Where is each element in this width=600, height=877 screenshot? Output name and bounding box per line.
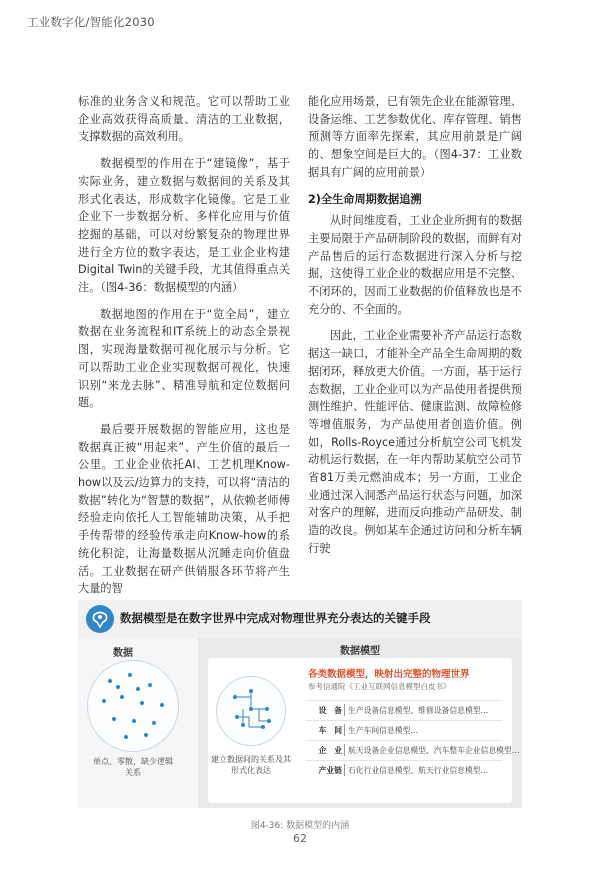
paragraph: 标准的业务含义和规范。它可以帮助工业企业高效获得高质量、清洁的工业数据，支撑数据的高效利用。 — [78, 95, 290, 144]
row-value: 生产设备信息模型、维修设备信息模型… — [348, 706, 489, 715]
paragraph: 数据地图的作用在于“览全局”，建立数据在业务流程和IT系统上的动态全景视图，实现海量数据可视化展示与分析。它可以帮助工业企业实现数据可视化，快速识别“来龙去脉”、精准导航和定位数据问题。 — [78, 307, 290, 410]
data-model-label: 数据模型 — [340, 646, 380, 657]
figure-body — [78, 638, 522, 808]
row-key: 车 间 — [318, 726, 342, 735]
model-row — [306, 720, 502, 739]
figure-caption: 图4-36: 数据模型的内涵 — [250, 821, 350, 831]
model-subtitle: 参考信通院《工业互联网信息模型白皮书》 — [308, 682, 451, 691]
row-key: 企 业 — [318, 746, 342, 755]
figure-banner — [78, 600, 522, 638]
paragraph: 能化应用场景，已有领先企业在能源管理、设备运维、工艺参数优化、库存管理、销售预测等方面率先探索，其应用前景是广阔的、想象空间是巨大的。（图4-37：工业数据具有广阔的应用前景） — [308, 95, 522, 179]
row-key: 产业链 — [318, 766, 342, 775]
left-text-column — [78, 93, 290, 607]
right-text-column — [308, 93, 522, 567]
model-title: 各类数据模型，映射出完整的物理世界 — [308, 669, 470, 680]
row-value: 生产车间信息模型… — [348, 726, 419, 735]
data-caption: 单点、零散，缺少逻辑关系 — [93, 757, 173, 777]
figure-banner-title: 数据模型是在数字世界中完成对物理世界充分表达的关键手段 — [120, 611, 431, 625]
paragraph: 因此，工业企业需要补齐产品运行态数据这一缺口，才能补全产品全生命周期的数据闭环，释放更大价值。一方面，基于运行态数据，工业企业可以为产品使用者提供预测性维护、性能评估、健康监测、故障检修等增值服务，为产品使用者创造价值。例如，Rolls-Royce通过分析航空公司飞机发动机运行数据，在一年内帮助某航空公司节省81万美元燃油成本；另一方面，工业企业通过深入洞悉产品运行状态与问题，加深对客户的理解，进而反向推动产品研发、制造的改良。例如某车企通过访问和分析车辆行驶 — [308, 329, 522, 555]
paragraph: 数据模型的作用在于“建镜像”，基于实际业务，建立数据与数据间的关系及其形式化表达，形成数字化镜像。它是工业企业下一步数据分析、多样化应用与价值挖掘的基础，可以对纷繁复杂的物理世界进行全方位的数字表达，是工业企业构建Digital Twin的关键手段，尤其值得重点关注。（图4-36：数据模型的内涵） — [78, 157, 290, 295]
row-value: 航天设备企业信息模型、汽车整车企业信息模型… — [348, 746, 520, 755]
scattered-data-circle — [87, 660, 179, 752]
figure-4-36 — [78, 600, 522, 810]
data-model-panel — [198, 638, 522, 808]
model-row — [306, 760, 502, 779]
running-header: 工业数字化/智能化2030 — [27, 15, 155, 29]
row-value: 石化行业信息模型、航天行业信息模型… — [348, 766, 489, 775]
paragraph: 最后要开展数据的智能应用，这也是数据真正被“用起来”、产生价值的最后一公里。工业企业依托AI、工艺机理Know-how以及云/边算力的支持，可以将“清洁的数据”转化为“智慧的数据”，从依赖老师傅经验走向依托人工智能辅助决策，从手把手传帮带的经验传承走向Know-how的系统化积淀，让海量数据从沉睡走向价值盘活。工业数据在研产供销服各环节将产生大量的智 — [78, 422, 290, 596]
model-row — [306, 740, 520, 759]
connected-data-circle — [216, 676, 286, 746]
model-caption: 建立数据间的关系及其形式化表达 — [211, 755, 291, 775]
brain-icon — [86, 605, 114, 633]
data-label: 数据 — [113, 648, 133, 659]
section-heading: 2)全生命周期数据追溯 — [308, 192, 422, 206]
row-key: 设 备 — [318, 706, 342, 715]
model-row — [306, 700, 502, 719]
page-number: 62 — [293, 832, 307, 845]
paragraph: 从时间维度看，工业企业所拥有的数据主要局限于产品研制阶段的数据，而鲜有对产品售后的运行态数据进行深入分析与挖掘，这使得工业企业的数据应用是不完整、不闭环的，因而工业数据的价值释放也是不充分的、不全面的。 — [308, 214, 522, 316]
data-model-card — [208, 658, 520, 803]
